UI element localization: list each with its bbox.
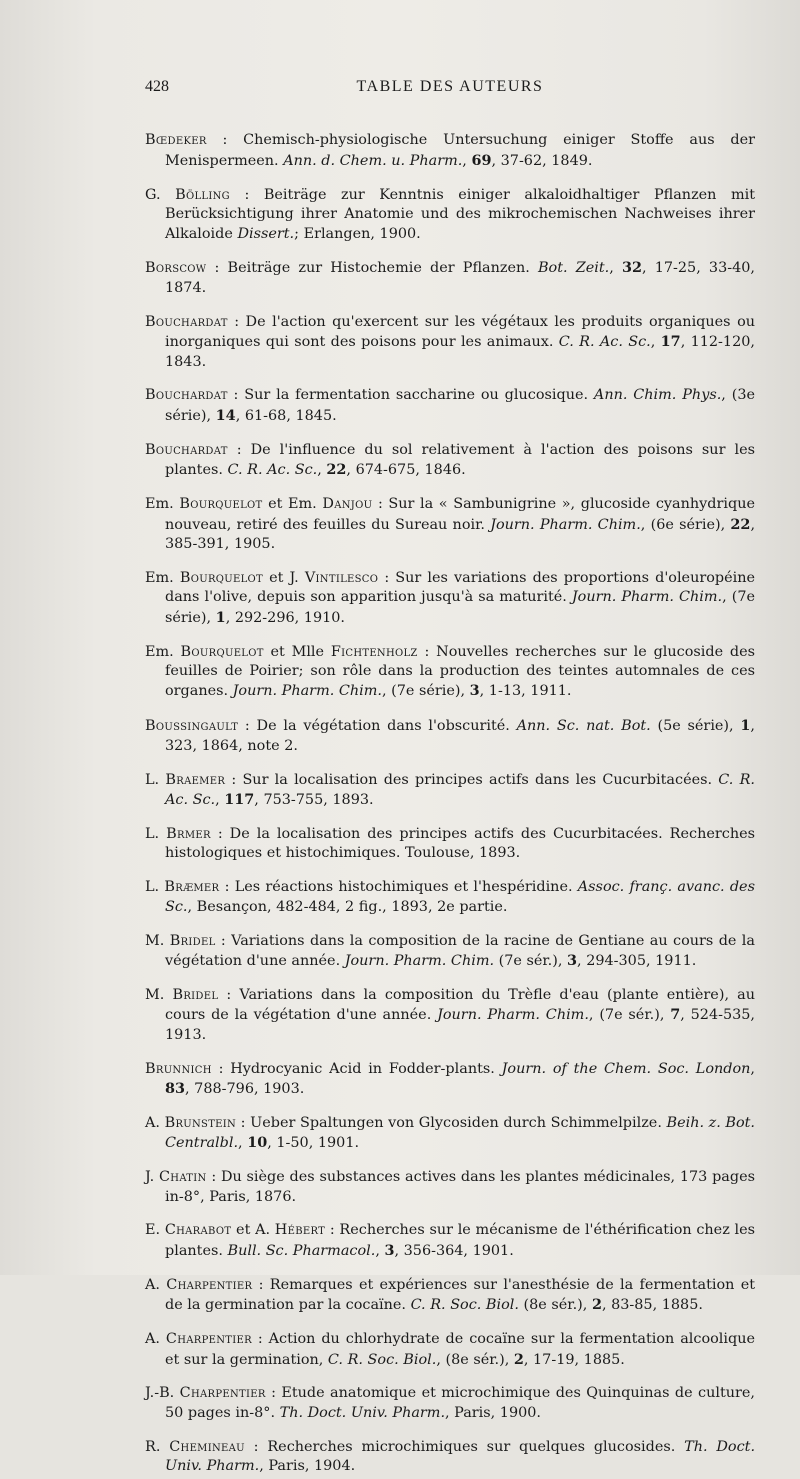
entry-text-segment: , 294-305, 1911. [577, 952, 697, 969]
entry-text-segment: Em. [145, 569, 180, 586]
entry-text-segment: 32 [621, 259, 642, 277]
bibliography-entry [145, 1221, 755, 1261]
entry-text-segment: Charabot [164, 1222, 232, 1239]
entry-text-segment: Bouchardat [145, 387, 228, 404]
entry-text-segment: C. R. Soc. Biol. [410, 1297, 519, 1314]
entry-text-segment: A. [145, 1114, 165, 1131]
entry-text-segment: C. R. Ac. Sc. [227, 462, 318, 479]
entry-text-segment: 10 [247, 1134, 268, 1152]
entry-text-segment: (8e sér.), [518, 1297, 592, 1314]
entry-text-segment: , 753-755, 1893. [254, 792, 374, 809]
entry-text-segment: , Paris, 1900. [445, 1404, 542, 1421]
entry-text-segment: , [609, 260, 622, 277]
bibliography-entry [145, 825, 755, 864]
entry-text-segment: : Ueber Spaltungen von Glycosiden durch Schimmelpilze. [236, 1114, 667, 1131]
entry-text-segment: Chatin [159, 1169, 207, 1186]
entry-text-segment: Charpentier [179, 1385, 266, 1402]
entry-text-segment: E. [145, 1222, 165, 1239]
entry-text-segment: A. [145, 1276, 167, 1293]
entry-text-segment: C. R. Ac. Sc. [165, 771, 755, 809]
entry-text-segment: Bourquelot [180, 643, 264, 660]
entry-text-segment: , Besançon, 482-484, 2 fig., 1893, 2e partie. [187, 898, 508, 915]
entry-text-segment: et A. [231, 1222, 275, 1239]
entry-text-segment: Bölling [175, 186, 230, 203]
entry-text-segment: Hébert [274, 1222, 326, 1239]
entry-text-segment: , 385-391, 1905. [165, 516, 756, 552]
entry-text-segment: Th. Doct. Univ. Pharm. [279, 1404, 446, 1421]
entry-text-segment: : Sur les variations des proportions d'oleuropéine dans l'olive, depuis son apparition jusqu'à sa maturité. [165, 569, 755, 606]
entry-text-segment: , [462, 152, 472, 169]
entry-text-segment: , Paris, 1904. [259, 1458, 356, 1475]
entry-text-segment: 83 [165, 1080, 186, 1098]
page-number: 428 [145, 78, 169, 95]
entry-text-segment: L. [145, 771, 166, 788]
entry-text-segment: : De la végétation dans l'obscurité. [238, 718, 517, 735]
entry-text-segment: Vintilesco [304, 569, 379, 586]
entry-text-segment: Journ. Pharm. Chim. [232, 683, 382, 700]
entry-text-segment: : De la localisation des principes actifs des Cucurbitacées. Recherches histologiques et histochimiques. Toulouse, 1893. [165, 825, 755, 862]
entry-text-segment: , 1-13, 1911. [479, 683, 572, 700]
entry-text-segment: Boussingault [145, 718, 239, 735]
entry-text-segment: : Sur la localisation des principes actifs dans les Cucurbitacées. [225, 771, 719, 788]
entry-text-segment: Journ. Pharm. Chim. [344, 952, 495, 969]
entry-text-segment: Em. [145, 643, 181, 660]
entry-text-segment: Charpentier [165, 1331, 252, 1348]
entry-text-segment: Bridel [169, 932, 216, 949]
entry-text-segment: : Beiträge zur Kenntnis einiger alkaloidhaltiger Pflanzen mit Berücksichtigung ihrer Anatomie und des mikrochemischen Nachweises ihrer Alkaloide [165, 186, 755, 242]
entry-text-segment: 2 [591, 1296, 602, 1314]
entry-text-segment: : Les réactions histochimiques et l'hespéridine. [219, 879, 578, 896]
entry-text-segment: R. [145, 1438, 170, 1455]
entry-text-segment: , 17-19, 1885. [523, 1351, 625, 1368]
page-header [145, 78, 755, 100]
entry-text-segment: : Du siège des substances actives dans les plantes médicinales, 173 pages in-8°, Paris, 1876. [165, 1169, 755, 1205]
entry-text-segment: L. [145, 879, 165, 896]
entry-text-segment: : De l'influence du sol relativement à l'action des poisons sur les plantes. [165, 441, 755, 479]
entry-text-segment: : De l'action qu'exercent sur les végétaux les produits organiques ou inorganiques qui sont des poisons pour les animaux. [165, 313, 755, 351]
entry-text-segment: Bridel [172, 986, 219, 1003]
entry-text-segment: , (7e sér.), [588, 1007, 671, 1024]
entry-text-segment: et Em. [262, 496, 323, 513]
entry-text-segment: : Chemisch-physiologische Untersuchung einiger Stoffe aus der Menispermeen. [165, 132, 755, 169]
entry-text-segment: Ann. Chim. Phys. [593, 387, 722, 404]
bibliography-entry [145, 258, 755, 298]
entry-text-segment: Brunnich [145, 1060, 212, 1077]
entry-text-segment: Journ. Pharm. Chim. [437, 1007, 589, 1024]
entry-text-segment: , 112-120, 1843. [165, 334, 755, 370]
entry-text-segment: 1 [215, 608, 226, 626]
entry-text-segment: , [215, 792, 225, 809]
entry-text-segment: C. R. Soc. Biol. [327, 1351, 437, 1368]
running-title: TABLE DES AUTEURS [356, 78, 544, 95]
entry-text-segment: M. [145, 932, 170, 949]
bibliography-entry [145, 1438, 755, 1477]
entry-text-segment: , 674-675, 1846. [346, 462, 466, 479]
entry-text-segment: Charpentier [166, 1276, 253, 1293]
entry-text-segment: L. [145, 825, 167, 842]
entry-text-segment: Beih. z. Bot. Centralbl. [165, 1114, 755, 1152]
entry-text-segment: , 17-25, 33-40, 1874. [165, 260, 755, 296]
entry-text-segment: ; Erlangen, 1900. [294, 225, 421, 242]
entry-text-segment: Journ. of the Chem. Soc. London [501, 1060, 751, 1077]
entry-text-segment: Fichtenholz [330, 643, 418, 660]
entry-text-segment: (7e sér.), [494, 952, 568, 969]
entry-text-segment: 1 [740, 717, 751, 735]
entry-text-segment: Bull. Sc. Pharmacol. [227, 1242, 376, 1259]
bibliography-entry [145, 932, 755, 972]
entry-text-segment: 22 [730, 515, 751, 533]
bibliography-entry [145, 1114, 755, 1154]
bibliography-entry [145, 1276, 755, 1316]
bibliography-entry [145, 716, 755, 756]
entry-text-segment: Bœdeker [145, 132, 207, 149]
bibliography-entry [145, 569, 755, 628]
entry-text-segment: J. [145, 1169, 159, 1186]
entry-text-segment: Bouchardat [145, 441, 228, 458]
entry-text-segment: et J. [263, 569, 305, 586]
bibliography-entry [145, 1384, 755, 1423]
entry-text-segment: : Etude anatomique et microchimique des Quinquinas de culture, 50 pages in-8°. [165, 1385, 756, 1421]
entry-text-segment: 17 [660, 333, 681, 351]
entry-text-segment: C. R. Ac. Sc. [558, 334, 651, 351]
entry-text-segment: : Variations dans la composition de la racine de Gentiane au cours de la végétation d'une année. [165, 932, 755, 969]
entry-text-segment: : Remarques et expériences sur l'anesthésie de la fermentation et de la germination par la cocaïne. [165, 1276, 755, 1314]
entry-text-segment: A. [145, 1331, 166, 1348]
bibliography-entry [145, 878, 755, 917]
entry-text-segment: , 61-68, 1845. [235, 407, 337, 424]
entry-text-segment: Assoc. franç. avanc. des Sc. [165, 879, 755, 915]
entry-text-segment: Th. Doct. Univ. Pharm. [165, 1438, 756, 1475]
entry-text-segment: , 323, 1864, note 2. [165, 718, 755, 754]
entry-text-segment: , [375, 1242, 385, 1259]
bibliography-entry [145, 495, 755, 554]
entry-text-segment: Chemineau [169, 1438, 245, 1455]
bibliography-entry [145, 1060, 755, 1100]
entry-text-segment: 3 [567, 951, 578, 969]
entry-text-segment: 22 [326, 461, 347, 479]
bibliography-entry [145, 771, 755, 811]
entry-text-segment: (5e série), [650, 718, 741, 735]
entry-text-segment: Brmer [166, 825, 211, 842]
entry-text-segment: Journ. Pharm. Chim. [490, 516, 641, 533]
entry-text-segment: , (7e série), [165, 589, 755, 626]
entry-text-segment: Bræmer [164, 879, 220, 896]
entry-text-segment: : Sur la « Sambunigrine », glucoside cyanhydrique nouveau, retiré des feuilles du Sureau noir. [165, 496, 755, 533]
entry-text-segment: , 524-535, 1913. [165, 1007, 756, 1043]
entry-text-segment: Danjou [322, 496, 373, 513]
bibliography-entry [145, 131, 755, 171]
entry-text-segment: : Variations dans la composition du Trèfle d'eau (plante entière), au cours de la végétation d'une année. [165, 986, 755, 1024]
entry-text-segment: : Action du chlorhydrate de cocaïne sur la fermentation alcoolique et sur la germination, [165, 1331, 755, 1368]
entry-text-segment: , [317, 462, 327, 479]
entry-text-segment: , (3e série), [165, 387, 755, 424]
entry-text-segment: 3 [469, 682, 480, 700]
entry-text-segment: 2 [513, 1350, 524, 1368]
entry-text-segment: J.-B. [145, 1385, 180, 1402]
entry-text-segment: 7 [670, 1006, 681, 1024]
bibliography-entry [145, 441, 755, 481]
entry-text-segment: : Hydrocyanic Acid in Fodder-plants. [211, 1060, 502, 1077]
entry-text-segment: Dissert. [237, 225, 295, 242]
entry-text-segment: Borscow [145, 260, 207, 277]
entry-text-segment: 3 [384, 1241, 395, 1259]
entry-text-segment: , 788-796, 1903. [185, 1081, 305, 1098]
entry-text-segment: 14 [215, 406, 236, 424]
entry-text-segment: , 37-62, 1849. [491, 152, 593, 169]
entry-text-segment: , 356-364, 1901. [394, 1242, 514, 1259]
entry-text-segment: , (6e série), [640, 516, 731, 533]
entry-text-segment: , (8e sér.), [436, 1351, 514, 1368]
entry-text-segment: : Beiträge zur Histochemie der Pflanzen. [206, 260, 538, 277]
bibliography-entry [145, 386, 755, 426]
bibliography-entry [145, 1168, 755, 1207]
entry-text-segment: , 1-50, 1901. [267, 1135, 360, 1152]
entry-text-segment: : Sur la fermentation saccharine ou glucosique. [227, 387, 594, 404]
entry-text-segment: Braemer [165, 771, 226, 788]
entry-text-segment: , (7e série), [381, 683, 470, 700]
entry-text-segment: Bot. Zeit. [537, 260, 610, 277]
entry-text-segment: , 83-85, 1885. [601, 1297, 703, 1314]
entry-text-segment: Bourquelot [179, 569, 264, 586]
entry-text-segment: Ann. Sc. nat. Bot. [516, 718, 651, 735]
entry-text-segment: , [238, 1135, 248, 1152]
entry-text-segment: Bourquelot [179, 496, 263, 513]
entry-text-segment: , [650, 334, 661, 351]
entry-text-segment: : Nouvelles recherches sur le glucoside des feuilles de Poirier; son rôle dans la production des teintes automnales de ces organes. [165, 643, 755, 700]
entry-text-segment: : Recherches sur le mécanisme de l'éthérification chez les plantes. [165, 1222, 756, 1259]
bibliography-entry [145, 986, 755, 1045]
entry-text-segment: Ann. d. Chem. u. Pharm. [283, 152, 463, 169]
bibliography-entry [145, 1330, 755, 1370]
entry-text-segment: Bouchardat [145, 313, 228, 330]
entry-text-segment: : Recherches microchimiques sur quelques glucosides. [244, 1438, 685, 1455]
entry-text-segment: Journ. Pharm. Chim. [571, 589, 723, 606]
entry-text-segment: M. [145, 986, 173, 1003]
entry-text-segment: Em. [145, 496, 180, 513]
entry-text-segment: Brunstein [164, 1114, 237, 1131]
bibliography-entry [145, 313, 755, 372]
entry-text-segment: , [750, 1060, 755, 1077]
entry-text-segment: G. [145, 186, 176, 203]
entry-text-segment: , 292-296, 1910. [225, 609, 345, 626]
entry-text-segment: 117 [224, 791, 255, 809]
bibliography-entry [145, 643, 755, 702]
entry-text-segment: et Mlle [263, 643, 331, 660]
entry-text-segment: 69 [471, 151, 492, 169]
bibliography-entry [145, 186, 755, 244]
